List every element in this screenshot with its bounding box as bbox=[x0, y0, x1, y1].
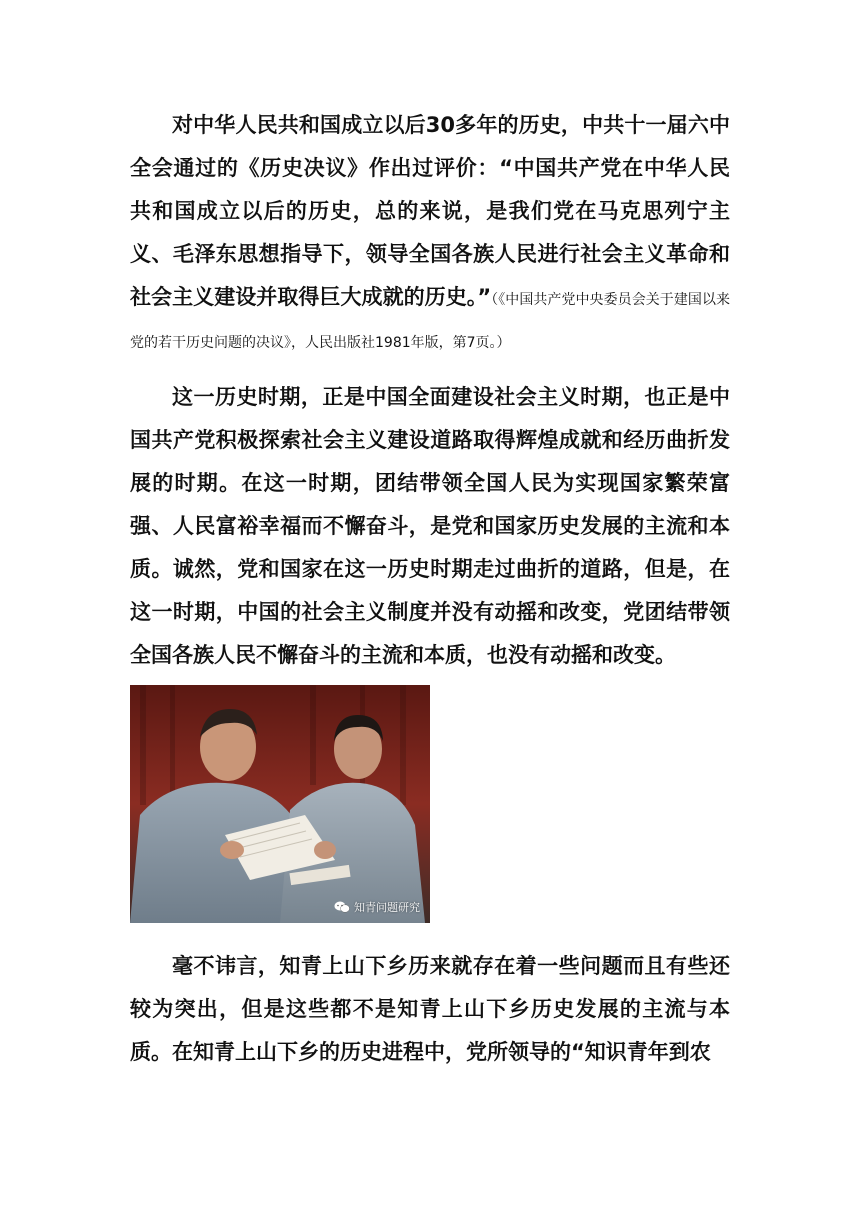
paragraph-1-main: 对中华人民共和国成立以后30多年的历史，中共十一届六中全会通过的《历史决议》作出过评价：“中国共产党在中华人民共和国成立以后的历史，总的来说，是我们党在马克思列宁主义、毛泽东思想指导下，领导全国各族人民进行社会主义革命和社会主义建设并取得巨大成就的历史。” bbox=[130, 113, 730, 309]
document-page bbox=[130, 104, 730, 1074]
paragraph-3: 毫不讳言，知青上山下乡历来就存在着一些问题而且有些还较为突出，但是这些都不是知青上山下乡历史发展的主流与本质。在知青上山下乡的历史进程中，党所领导的“知识青年到农 bbox=[130, 954, 730, 1064]
photo-illustration bbox=[130, 685, 430, 923]
paragraph-2: 这一历史时期，正是中国全面建设社会主义时期，也正是中国共产党积极探索社会主义建设道路取得辉煌成就和经历曲折发展的时期。在这一时期，团结带领全国人民为实现国家繁荣富强、人民富裕幸福而不懈奋斗，是党和国家历史发展的主流和本质。诚然，党和国家在这一历史时期走过曲折的道路，但是，在这一时期，中国的社会主义制度并没有动摇和改变，党团结带领全国各族人民不懈奋斗的主流和本质，也没有动摇和改变。 bbox=[130, 385, 730, 667]
paragraph-1-citation: （《中国共产党中央委员会关于建国以来党的若干历史问题的决议》，人民出版社1981年版，第7页。） bbox=[130, 292, 730, 351]
watermark-text: 知青问题研究 bbox=[354, 901, 420, 914]
historical-photo bbox=[130, 685, 430, 923]
paragraph-1 bbox=[130, 104, 730, 362]
right-hand bbox=[314, 841, 336, 859]
photo-watermark bbox=[334, 899, 420, 915]
left-hand bbox=[220, 841, 244, 859]
wechat-icon bbox=[334, 901, 350, 913]
